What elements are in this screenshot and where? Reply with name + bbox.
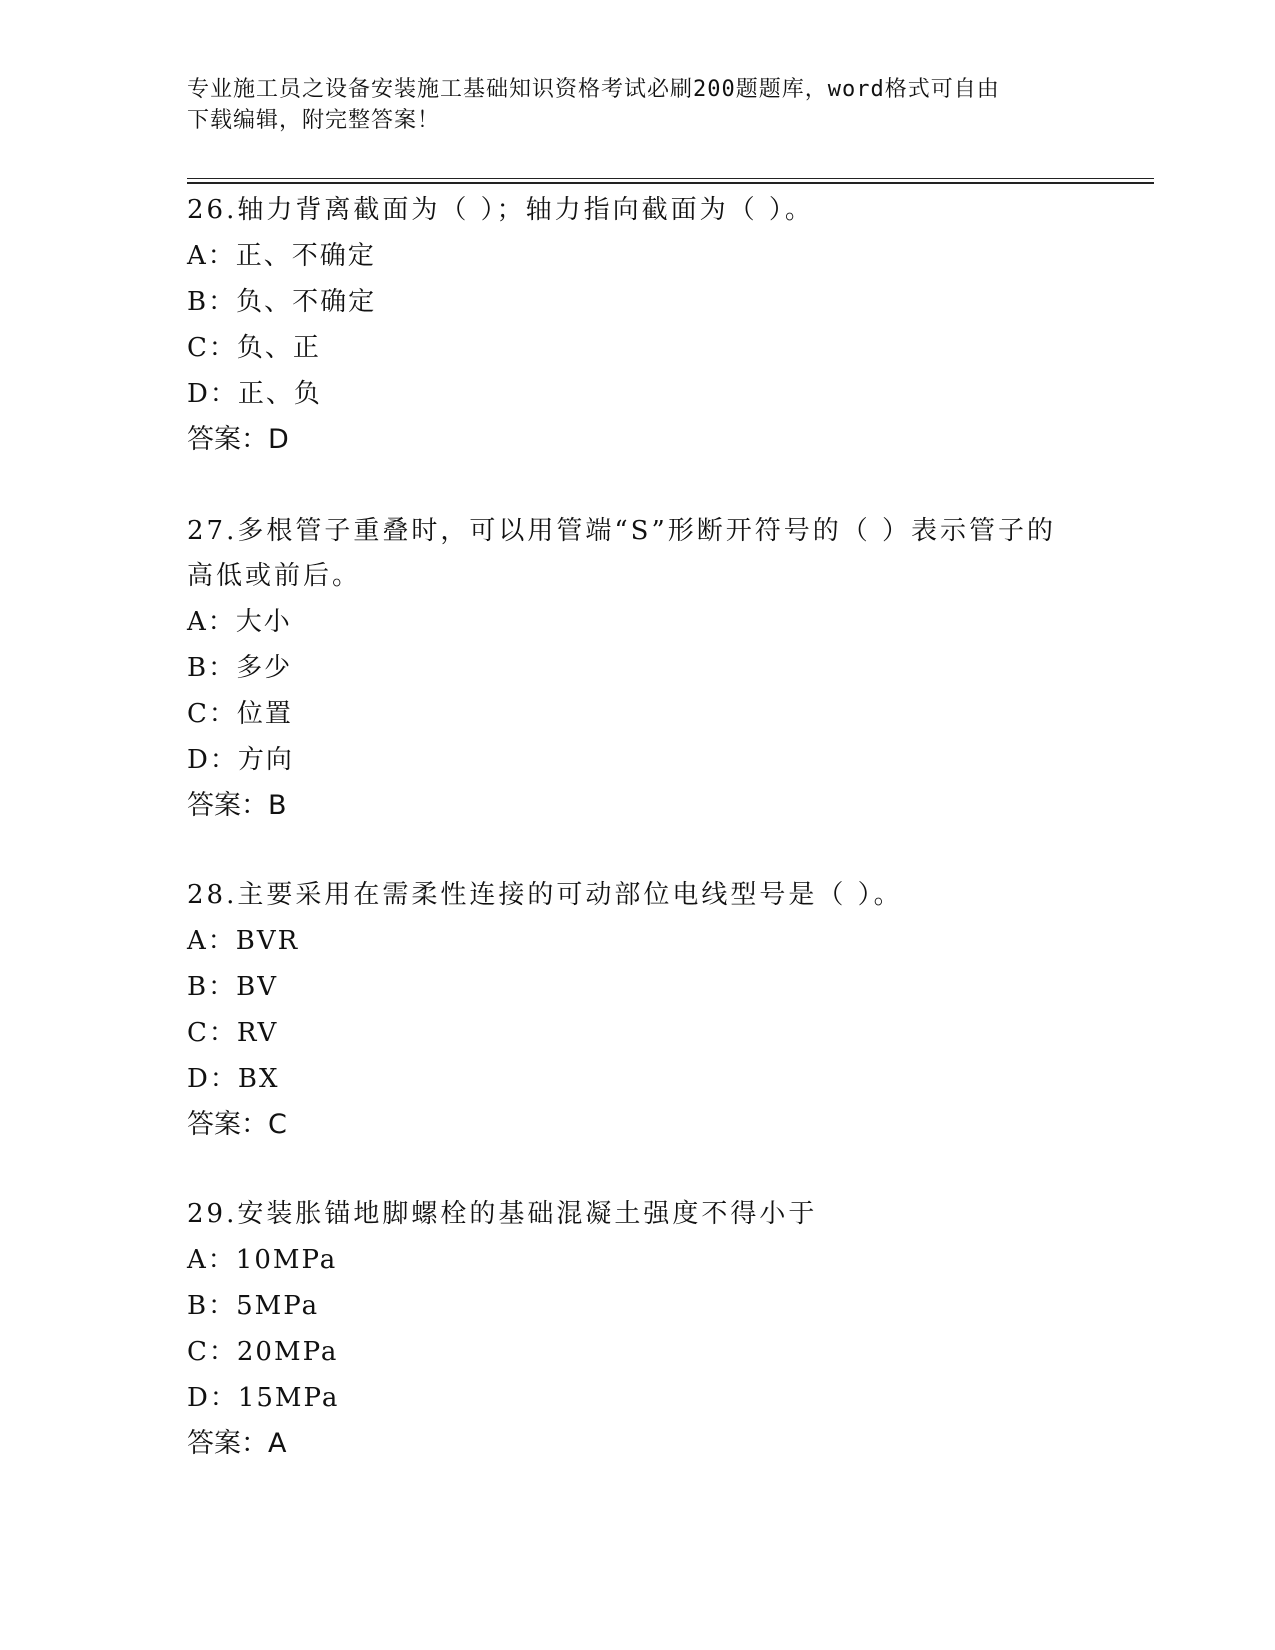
option-c: C：20MPa [187, 1337, 339, 1367]
option-d: D：15MPa [187, 1383, 340, 1413]
option-a: A：BVR [187, 926, 300, 956]
document-header [187, 74, 1067, 136]
question-stem: 28.主要采用在需柔性连接的可动部位电线型号是（ ）。 [187, 880, 903, 910]
option-b: B：负、不确定 [187, 287, 377, 317]
question-28 [187, 873, 1087, 1148]
option-a: A：大小 [187, 607, 292, 637]
answer-line: 答案：D [187, 424, 289, 455]
header-line-1: 专业施工员之设备安装施工基础知识资格考试必刷200题题库，word格式可自由 [187, 77, 1000, 102]
question-stem: 27.多根管子重叠时，可以用管端“S”形断开符号的（ ）表示管子的 [187, 516, 1057, 546]
option-a: A：10MPa [187, 1245, 338, 1275]
option-c: C：RV [187, 1018, 279, 1048]
question-stem: 29.安装胀锚地脚螺栓的基础混凝土强度不得小于 [187, 1199, 818, 1229]
question-stem: 26.轴力背离截面为（ ）；轴力指向截面为（ ）。 [187, 195, 814, 225]
question-27 [187, 509, 1087, 829]
option-c: C：负、正 [187, 333, 321, 363]
option-d: D：方向 [187, 745, 294, 775]
answer-line: 答案：A [187, 1428, 287, 1459]
option-d: D：正、负 [187, 379, 322, 409]
question-26 [187, 188, 1087, 463]
option-c: C：位置 [187, 699, 293, 729]
option-b: B：5MPa [187, 1291, 320, 1321]
answer-line: 答案：B [187, 790, 287, 821]
question-29 [187, 1192, 1087, 1467]
header-divider-thick [187, 182, 1154, 184]
option-b: B：BV [187, 972, 278, 1002]
option-a: A：正、不确定 [187, 241, 376, 271]
header-divider-thin [187, 178, 1154, 179]
option-b: B：多少 [187, 653, 293, 683]
question-stem-continued: 高低或前后。 [187, 561, 362, 591]
header-line-2: 下载编辑，附完整答案！ [187, 108, 441, 133]
answer-line: 答案：C [187, 1109, 287, 1140]
option-d: D：BX [187, 1064, 280, 1094]
